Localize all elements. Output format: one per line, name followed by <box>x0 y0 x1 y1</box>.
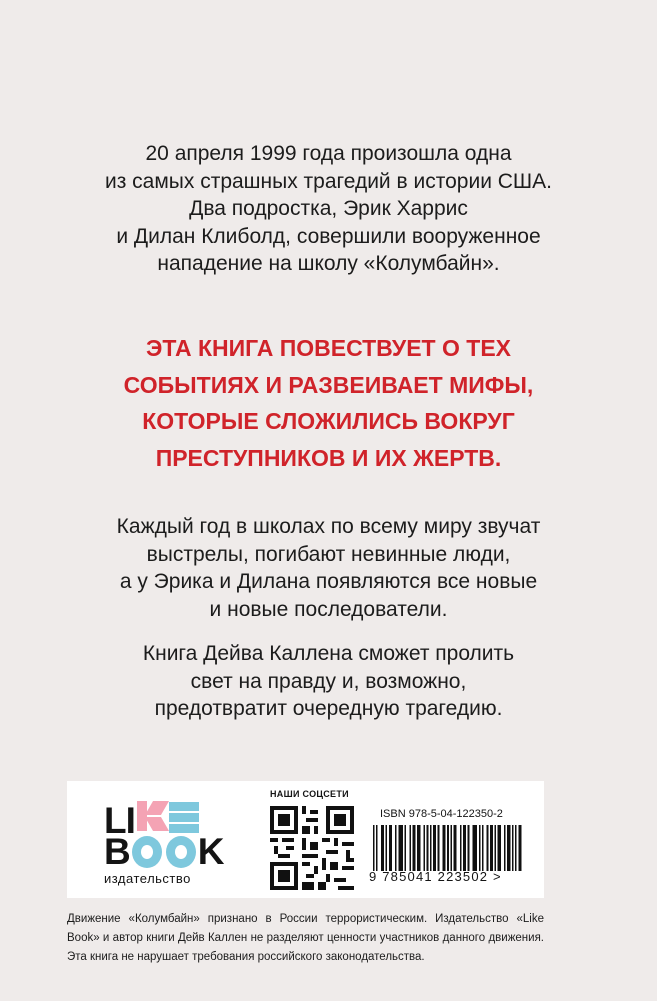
intro-line: и Дилан Клиболд, совершили вооруженное <box>116 224 541 248</box>
paragraph-3 <box>0 640 657 723</box>
logo-row-book <box>104 833 223 870</box>
likebook-logo <box>104 799 230 886</box>
paragraph-2 <box>0 513 657 623</box>
social-label: НАШИ СОЦСЕТИ <box>270 789 349 799</box>
headline-line: ЭТА КНИГА ПОВЕСТВУЕТ О ТЕХ <box>145 335 512 361</box>
isbn-label: ISBN 978-5-04-122350-2 <box>380 808 503 820</box>
paragraph-line: свет на правду и, возможно, <box>190 669 467 693</box>
legal-disclaimer: Движение «Колумбайн» признано в России террористическим. Издательство «Like Book» и автор книги Дейв Каллен не разделяют ценности участников данного движения. Эта книга не нарушает требования российского законодательства. <box>67 913 544 963</box>
logo-k-shape <box>137 799 167 833</box>
logo-e-shape <box>169 799 199 833</box>
paragraph-line: а у Эрика и Дилана появляются все новые <box>119 570 538 593</box>
qr-code-icon <box>270 806 354 890</box>
intro-line: нападение на школу «Колумбайн». <box>157 252 500 275</box>
paragraph-line: Книга Дейва Каллена сможет пролить <box>142 642 515 665</box>
logo-letter-k: K <box>197 831 224 872</box>
intro-line: 20 апреля 1999 года произошла одна <box>145 142 512 165</box>
headline-line: КОТОРЫЕ СЛОЖИЛИСЬ ВОКРУГ <box>142 408 515 434</box>
paragraph-line: выстрелы, погибают невинные люди, <box>146 542 511 566</box>
barcode-digits: 9 785041 223502 > <box>369 869 502 884</box>
intro-paragraph <box>0 140 657 278</box>
paragraph-line: предотвратит очередную трагедию. <box>154 697 503 720</box>
barcode-icon <box>373 825 523 871</box>
headline-line: ПРЕСТУПНИКОВ И ИХ ЖЕРТВ. <box>155 444 502 471</box>
intro-line: Два подростка, Эрик Харрис <box>189 197 468 220</box>
paragraph-line: и новые последователи. <box>209 597 448 621</box>
paragraph-line: Каждый год в школах по всему миру звучат <box>116 515 541 538</box>
logo-letter-b: B <box>104 831 130 872</box>
publisher-panel <box>67 781 544 898</box>
logo-letters-li: LI <box>104 800 135 841</box>
logo-o-shape <box>132 836 162 868</box>
logo-subtitle: издательство <box>104 871 191 886</box>
logo-o-shape <box>166 836 196 868</box>
intro-line: из самых страшных трагедий в истории США. <box>104 169 553 193</box>
headline-line: СОБЫТИЯХ И РАЗВЕИВАЕТ МИФЫ, <box>123 371 534 398</box>
headline <box>0 330 657 476</box>
